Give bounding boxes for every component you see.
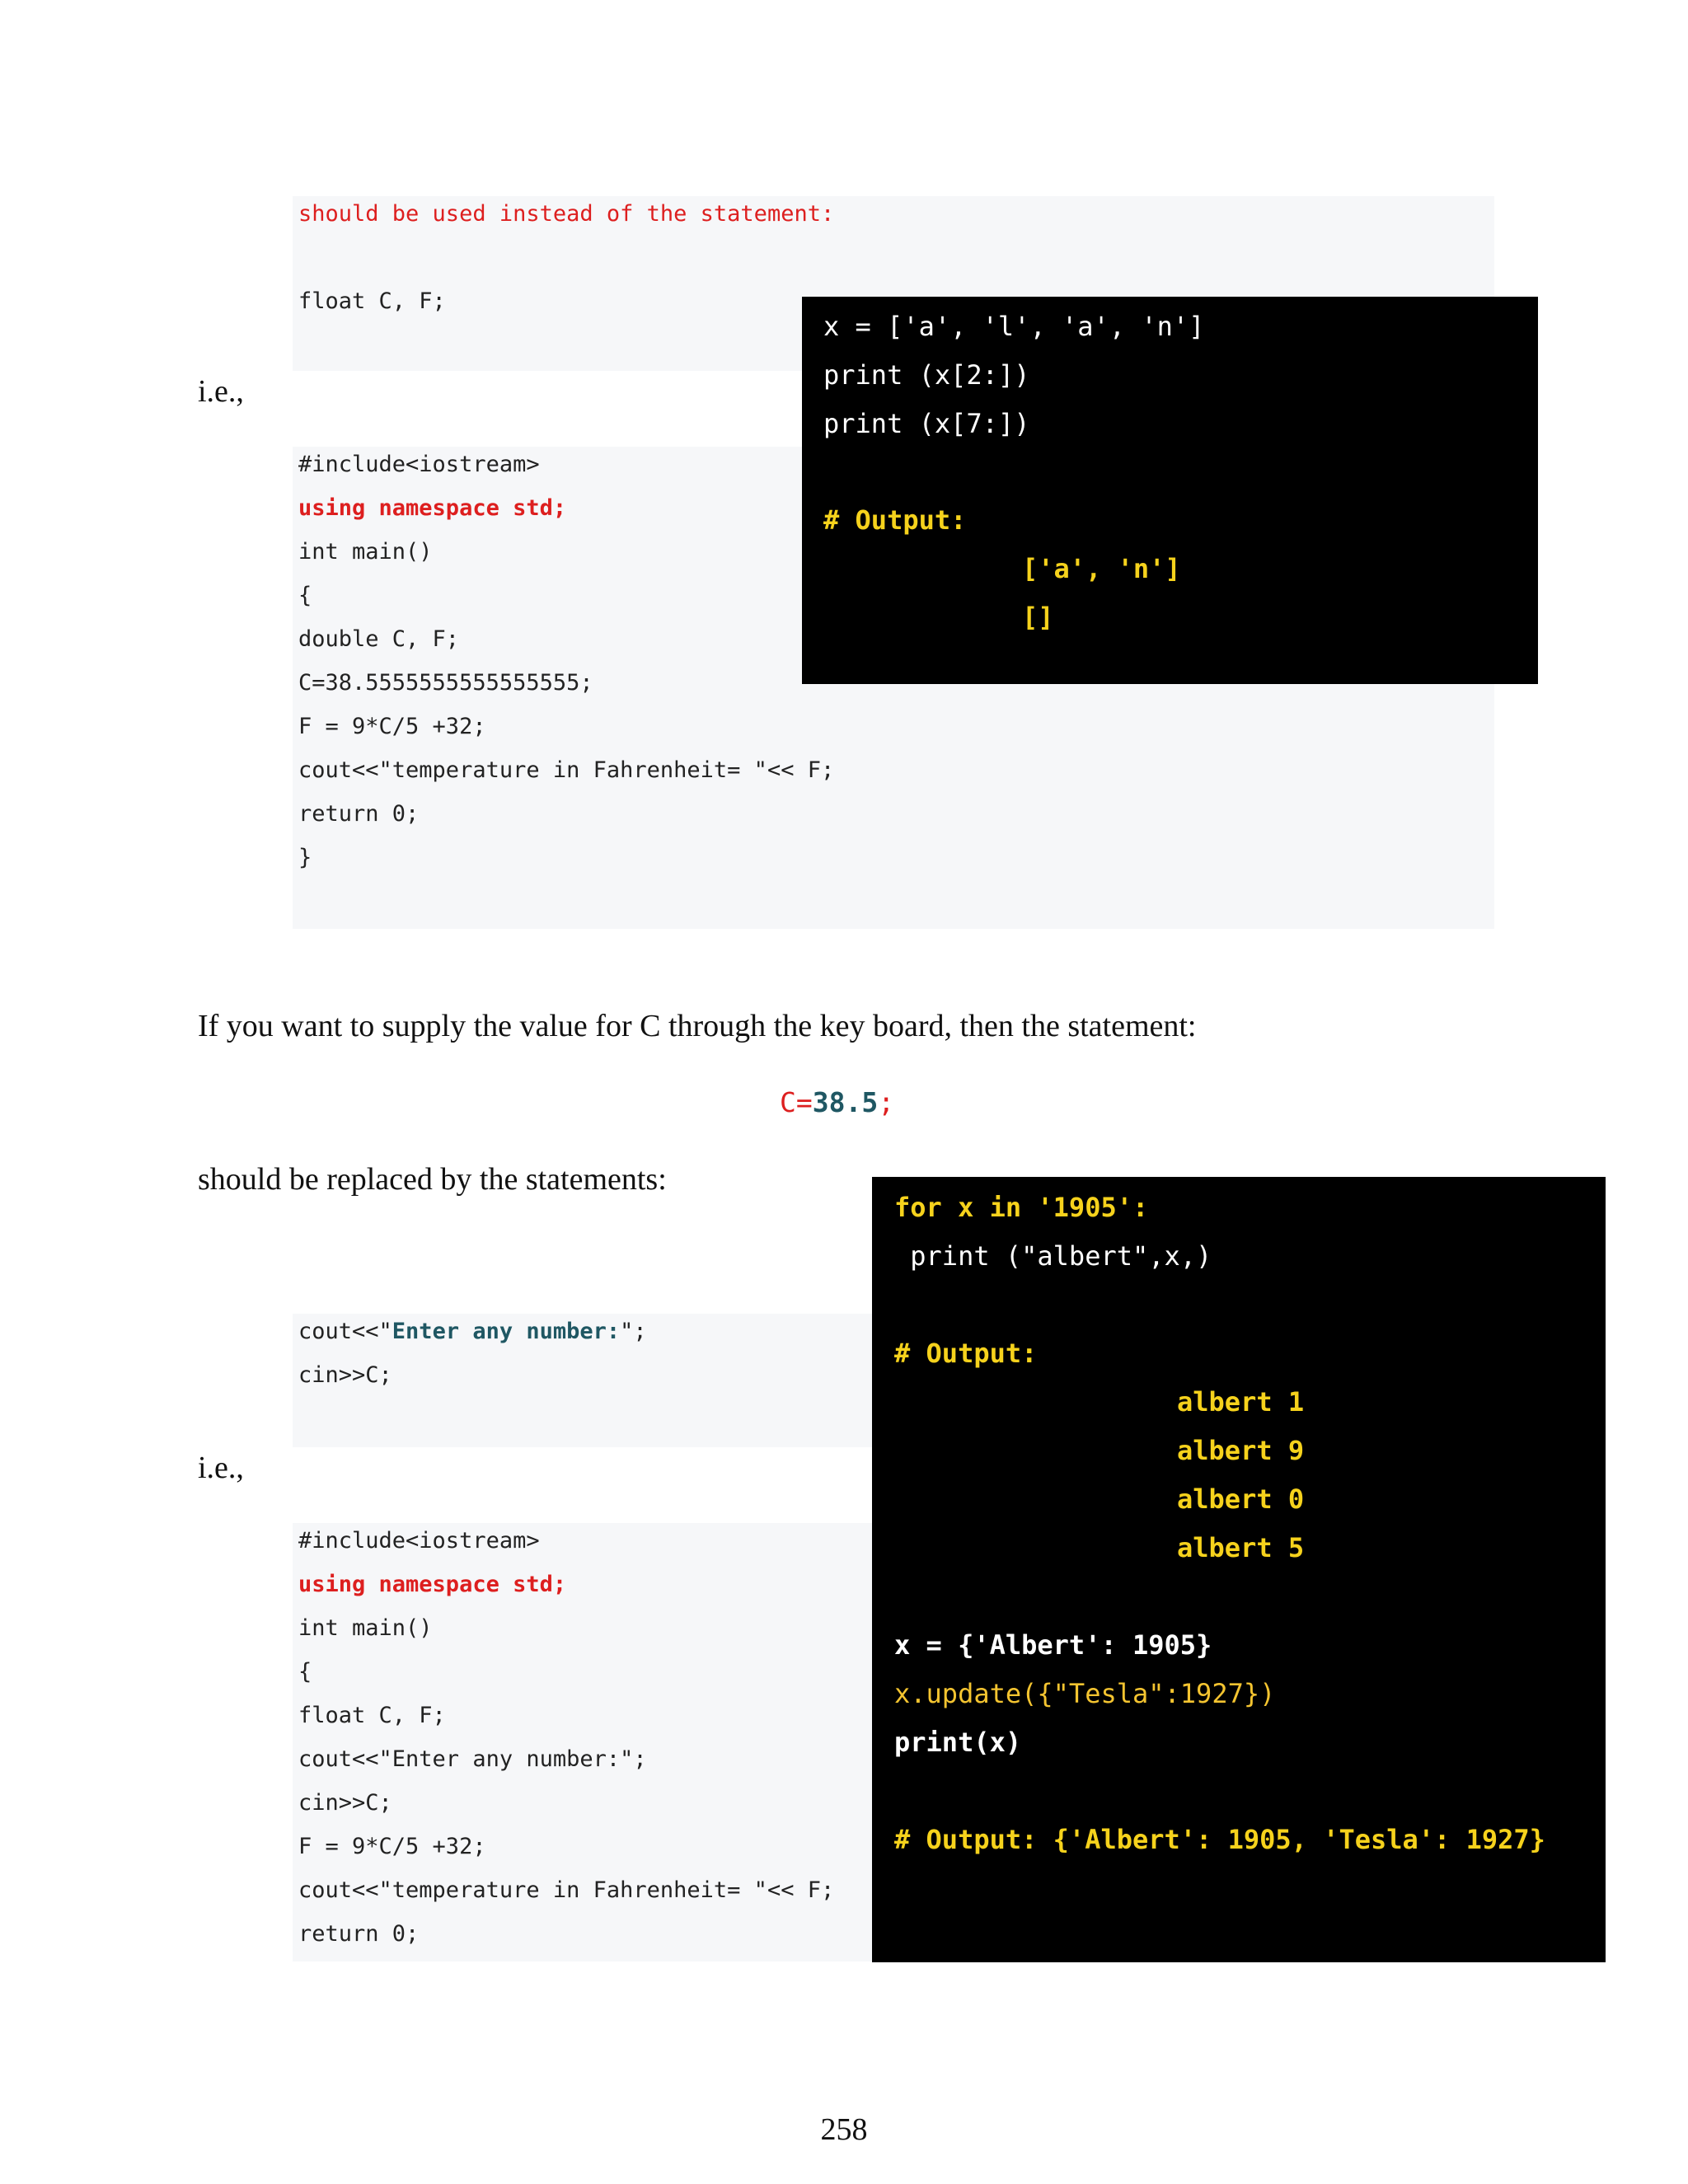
- code-line: should be used instead of the statement:: [298, 201, 835, 227]
- code-line: #include<iostream>: [298, 452, 540, 477]
- python-code-line: print ("albert",x,): [894, 1240, 1212, 1272]
- paragraph: If you want to supply the value for C through the key board, then the statement:: [198, 1009, 1197, 1043]
- statement-number: 38.5: [812, 1086, 879, 1118]
- code-line: F = 9*C/5 +32;: [298, 1834, 486, 1859]
- code-line: {: [298, 583, 312, 608]
- code-line: [298, 1320, 647, 1343]
- output-label: # Output:: [823, 504, 967, 536]
- code-line: using namespace std;: [298, 495, 567, 521]
- output-line: # Output: {'Albert': 1905, 'Tesla': 1927}: [894, 1824, 1545, 1855]
- code-line: float C, F;: [298, 1703, 446, 1728]
- output-line: albert 0: [1177, 1483, 1305, 1515]
- output-line: albert 1: [1177, 1386, 1305, 1418]
- python-code-line: print (x[7:]): [823, 408, 1030, 439]
- code-line: using namespace std;: [298, 1572, 567, 1597]
- python-code-line: for x in '1905':: [894, 1192, 1149, 1223]
- centered-statement: [780, 1086, 894, 1118]
- code-line: cout<<"Enter any number:";: [298, 1746, 647, 1772]
- code-line: cin>>C;: [298, 1362, 392, 1388]
- code-line: return 0;: [298, 1921, 420, 1947]
- python-code-panel: [802, 297, 1538, 684]
- statement-suffix: ;: [878, 1086, 895, 1118]
- code-line: float C, F;: [298, 288, 446, 314]
- output-line: albert 9: [1177, 1435, 1305, 1466]
- code-line: C=38.5555555555555555;: [298, 670, 593, 696]
- python-code-line: print(x): [894, 1727, 1022, 1758]
- statement-prefix: C=: [780, 1086, 813, 1118]
- output-label: # Output:: [894, 1338, 1038, 1369]
- code-line: int main(): [298, 1615, 433, 1641]
- output-line: albert 5: [1177, 1532, 1305, 1563]
- python-code-line: x.update({"Tesla":1927}): [894, 1678, 1276, 1709]
- code-line: #include<iostream>: [298, 1528, 540, 1554]
- string-literal: Enter any number:: [392, 1319, 621, 1344]
- code-line: int main(): [298, 539, 433, 565]
- output-line: []: [1022, 602, 1054, 633]
- code-line: F = 9*C/5 +32;: [298, 714, 486, 739]
- code-line: {: [298, 1659, 312, 1685]
- code-line: cout<<"temperature in Fahrenheit= "<< F;: [298, 757, 835, 783]
- python-code-line: x = {'Albert': 1905}: [894, 1629, 1212, 1661]
- python-code-line: x = ['a', 'l', 'a', 'n']: [823, 311, 1205, 342]
- paragraph: should be replaced by the statements:: [198, 1162, 667, 1197]
- output-line: ['a', 'n']: [1022, 553, 1181, 584]
- code-line: double C, F;: [298, 626, 460, 652]
- code-text: cout<<": [298, 1319, 392, 1344]
- ie-label: i.e.,: [198, 1451, 244, 1485]
- code-line: }: [298, 845, 312, 870]
- code-line: cout<<"temperature in Fahrenheit= "<< F;: [298, 1877, 835, 1903]
- code-text: ";: [620, 1319, 647, 1344]
- page-number: 258: [820, 2112, 868, 2147]
- ie-label: i.e.,: [198, 374, 244, 409]
- code-line: cin>>C;: [298, 1790, 392, 1816]
- code-line: return 0;: [298, 801, 420, 827]
- python-code-line: print (x[2:]): [823, 359, 1030, 391]
